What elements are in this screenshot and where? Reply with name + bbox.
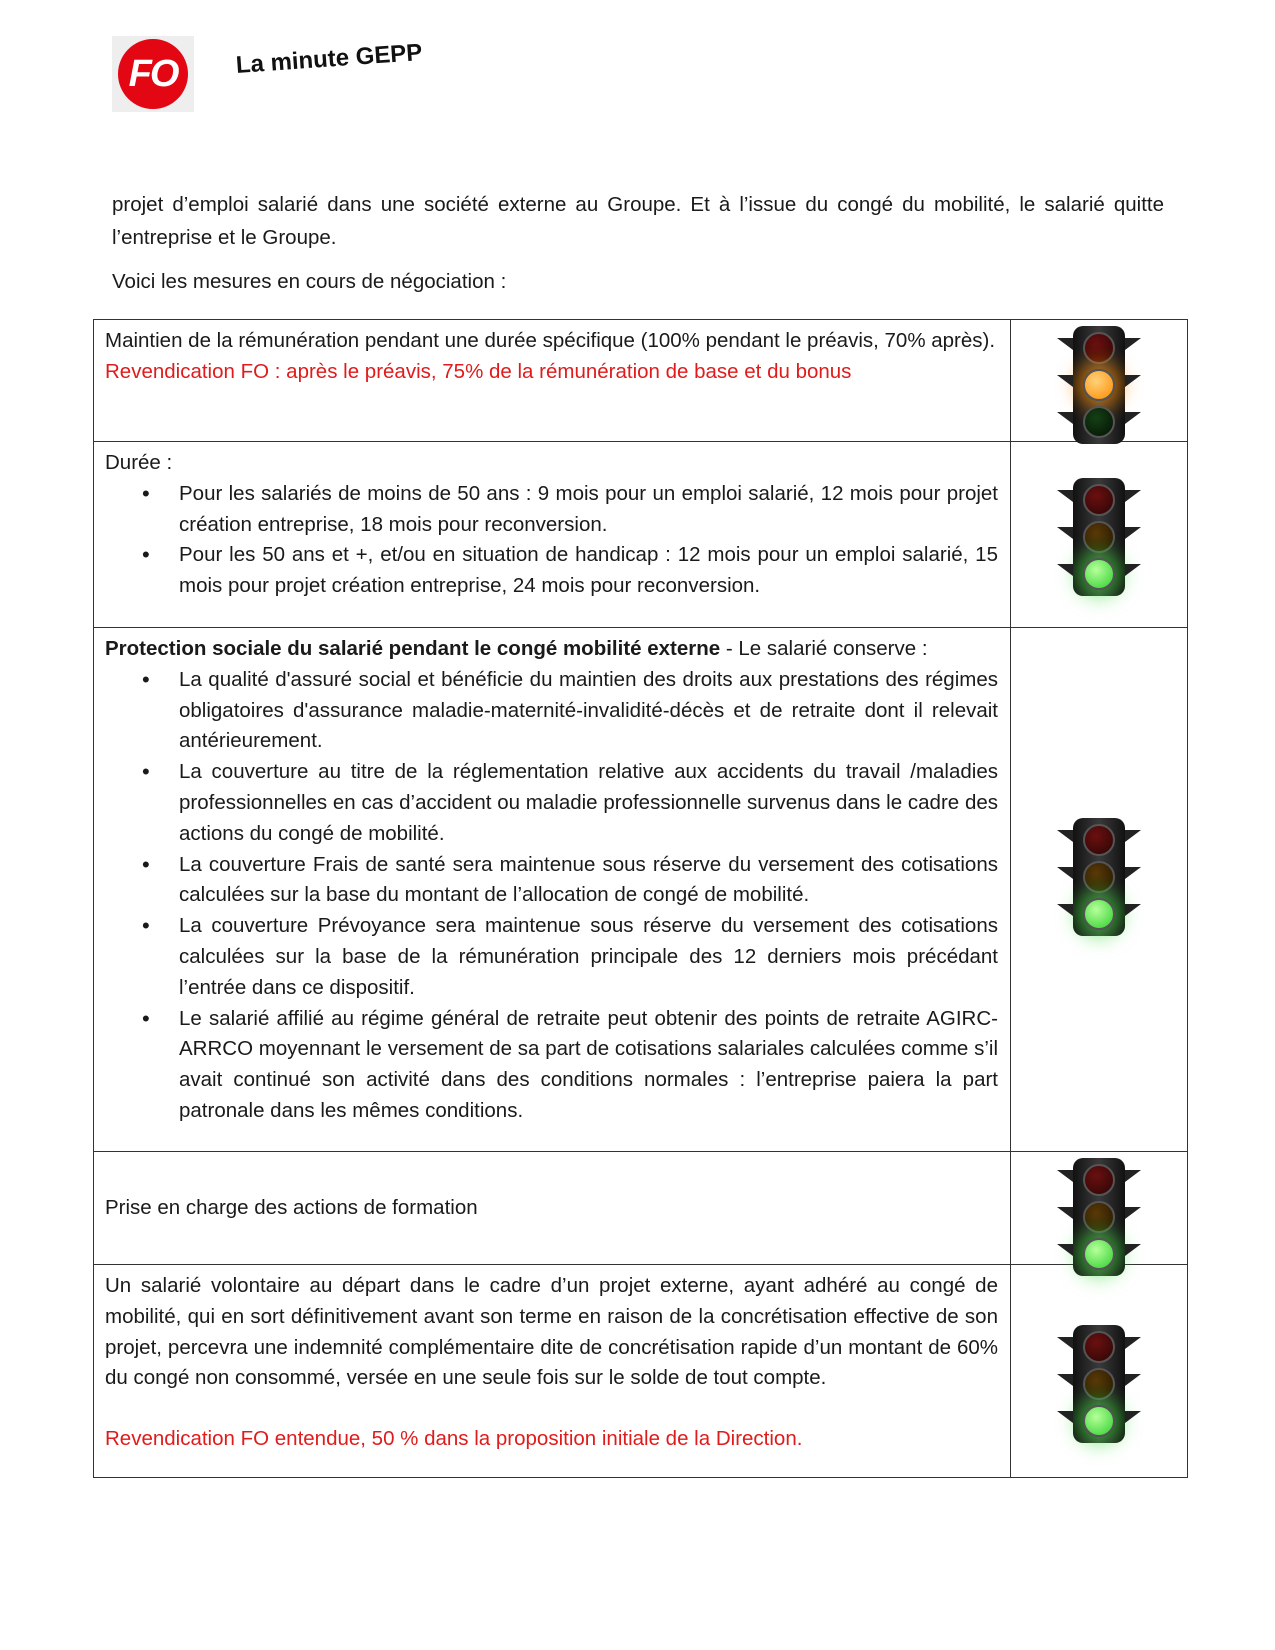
- traffic-light-cell: [1011, 320, 1188, 442]
- fo-logo-text: FO: [128, 52, 178, 95]
- traffic-light-amber: [1011, 326, 1187, 444]
- duration-list: [105, 479, 998, 602]
- table-row: [94, 320, 1188, 442]
- green-lamp-icon: [1083, 406, 1115, 438]
- red-lamp-icon: [1083, 1331, 1115, 1363]
- document-title: La minute GEPP: [235, 39, 424, 79]
- traffic-light-cell: [1011, 1265, 1188, 1478]
- amber-lamp-icon: [1083, 369, 1115, 401]
- measure-text: Un salarié volontaire au départ dans le cadre d’un projet externe, ayant adhéré au congé de mobilité, qui en sort définitivement avant son terme en raison de la concrétisation effective de son projet, percevra une indemnité complémentaire dite de concrétisation rapide d’un montant de 60% du congé non consommé, versée en une seule fois sur le solde de tout compte.: [105, 1274, 998, 1390]
- measure-text: Maintien de la rémunération pendant une durée spécifique (100% pendant le préavis, 70% après).: [105, 329, 996, 352]
- list-item: • La couverture au titre de la réglementation relative aux accidents du travail /maladies professionnelles en cas d’accident ou maladie professionnelle survenus dans le cadre des actions du congé de mobilité.: [179, 757, 998, 849]
- traffic-light-cell: [1011, 628, 1188, 1152]
- list-item: • Pour les salariés de moins de 50 ans : 9 mois pour un emploi salarié, 12 mois pour projet création entreprise, 18 mois pour reconversion.: [179, 479, 998, 541]
- list-item: • Le salarié affilié au régime général de retraite peut obtenir des points de retraite AGIRC-ARRCO moyennant le versement de sa part de cotisations salariales calculées comme s’il avait continué son activité dans des conditions normales : l’entreprise paiera la part patronale dans les mêmes conditions.: [179, 1004, 998, 1127]
- red-lamp-icon: [1083, 1164, 1115, 1196]
- measure-text: Prise en charge des actions de formation: [105, 1195, 478, 1219]
- fo-logo: [112, 36, 194, 112]
- protection-list: [105, 665, 998, 1127]
- fo-claim: Revendication FO : après le préavis, 75% de la rémunération de base et du bonus: [105, 359, 852, 383]
- traffic-light-green: [1011, 1325, 1187, 1443]
- lead-sentence: Voici les mesures en cours de négociation :: [112, 270, 507, 293]
- table-row: [94, 442, 1188, 628]
- protection-heading-rest: - Le salarié conserve :: [720, 637, 928, 660]
- protection-heading: [105, 634, 998, 665]
- fo-logo-circle: [118, 39, 188, 109]
- amber-lamp-icon: [1083, 521, 1115, 553]
- amber-lamp-icon: [1083, 1201, 1115, 1233]
- traffic-light-green: [1011, 818, 1187, 936]
- measures-table: [93, 319, 1188, 1478]
- measure-text-cell: [94, 442, 1011, 628]
- amber-lamp-icon: [1083, 861, 1115, 893]
- amber-lamp-icon: [1083, 1368, 1115, 1400]
- green-lamp-icon: [1083, 1405, 1115, 1437]
- table-row: [94, 1152, 1188, 1265]
- measure-text-cell: [94, 628, 1011, 1152]
- list-item: • La qualité d'assuré social et bénéficie du maintien des droits aux prestations des régimes obligatoires d'assurance maladie-maternité-invalidité-décès et de retraite dont il relevait antérieurement.: [179, 665, 998, 757]
- traffic-light-green: [1011, 1158, 1187, 1276]
- red-lamp-icon: [1083, 824, 1115, 856]
- traffic-light-cell: [1011, 1152, 1188, 1265]
- fo-claim: Revendication FO entendue, 50 % dans la proposition initiale de la Direction.: [105, 1427, 803, 1451]
- green-lamp-icon: [1083, 898, 1115, 930]
- table-row: [94, 1265, 1188, 1478]
- measure-text-cell: [94, 1265, 1011, 1478]
- list-item: • La couverture Prévoyance sera maintenue sous réserve du versement des cotisations calculées sur la base de la rémunération principale des 12 derniers mois précédant l’entrée dans ce dispositif.: [179, 911, 998, 1003]
- green-lamp-icon: [1083, 558, 1115, 590]
- list-item: • Pour les 50 ans et +, et/ou en situation de handicap : 12 mois pour un emploi salarié, 15 mois pour projet création entreprise, 24 mois pour reconversion.: [179, 540, 998, 602]
- red-lamp-icon: [1083, 484, 1115, 516]
- protection-heading-bold: Protection sociale du salarié pendant le congé mobilité externe: [105, 637, 721, 660]
- traffic-light-cell: [1011, 442, 1188, 628]
- duration-label: Durée :: [105, 451, 173, 474]
- intro-paragraph: projet d’emploi salarié dans une société externe au Groupe. Et à l’issue du congé du mobilité, le salarié quitte l’entreprise et le Groupe.: [112, 193, 1164, 249]
- measure-text-cell: [94, 1152, 1011, 1265]
- measure-text-cell: [94, 320, 1011, 442]
- traffic-light-green: [1011, 478, 1187, 596]
- table-row: [94, 628, 1188, 1152]
- list-item: • La couverture Frais de santé sera maintenue sous réserve du versement des cotisations calculées sur la base du montant de l’allocation de congé de mobilité.: [179, 850, 998, 912]
- red-lamp-icon: [1083, 332, 1115, 364]
